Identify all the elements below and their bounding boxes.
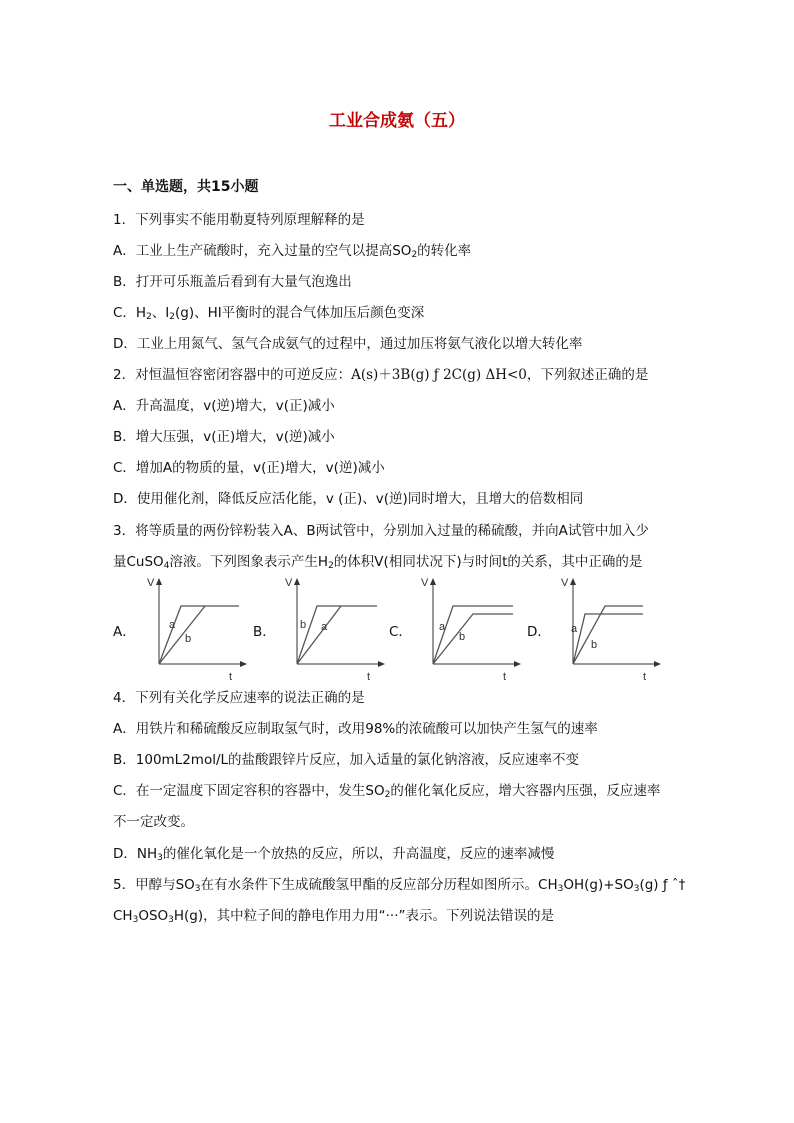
q1-option-c: C．$H_2$、$I_2(g)$、HI平衡时的混合气体加压后颜色变深 (113, 305, 425, 322)
t-axis-arrow (514, 661, 521, 667)
t-axis-arrow (654, 661, 661, 667)
v-axis-label: V (147, 577, 155, 589)
curve-b-label: b (591, 639, 598, 651)
q4-stem: 4．下列有关化学反应速率的说法正确的是 (113, 690, 365, 706)
q3-option-b-label: B． (253, 624, 276, 640)
v-axis-label: V (561, 577, 569, 589)
t-axis-label: t (643, 671, 647, 683)
q4-option-c-cont: 不一定改变。 (113, 814, 194, 830)
q1-option-a: A．工业上生产硫酸时，充入过量的空气以提高$SO_2$的转化率 (113, 243, 472, 260)
curve-b (159, 606, 205, 664)
v-axis-arrow (156, 578, 162, 585)
curve-b-label: b (300, 619, 307, 631)
q3-option-d-label: D． (527, 624, 551, 640)
t-axis-arrow (378, 661, 385, 667)
q3-graphs (113, 576, 673, 686)
curve-b (573, 606, 643, 664)
q1-option-b: B．打开可乐瓶盖后看到有大量气泡逸出 (113, 274, 352, 290)
v-axis-label: V (285, 577, 293, 589)
t-axis-label: t (503, 671, 507, 683)
q4-option-a: A．用铁片和稀硫酸反应制取氢气时，改用98%的浓硫酸可以加快产生氢气的速率 (113, 721, 598, 737)
q4-option-c: C．在一定温度下固定容积的容器中，发生$SO_2$的催化氧化反应，增大容器内压强，反应速率 (113, 783, 661, 800)
curve-b-label: b (459, 631, 466, 643)
q4-option-b: B．100mL2mol/L的盐酸跟锌片反应，加入适量的氯化钠溶液，反应速率不变 (113, 752, 580, 768)
v-axis-arrow (570, 578, 576, 585)
q5-stem-line1: 5．甲醇与$SO_3$在有水条件下生成硫酸氢甲酯的反应部分历程如图所示。$CH_3OH(g)+SO_3(g)$ ƒ ˆ† (113, 877, 686, 894)
t-axis-arrow (240, 661, 247, 667)
t-axis-label: t (229, 671, 233, 683)
q3-graph-b (287, 576, 397, 682)
v-axis-arrow (294, 578, 300, 585)
curve-a-label: a (321, 621, 328, 633)
q2-option-a: A．升高温度，v(逆)增大，v(正)减小 (113, 398, 335, 414)
curve-a (573, 614, 643, 664)
q3-option-c-label: C． (389, 624, 412, 640)
q2-reaction-equation: A(s)＋3B(g) ƒ 2C(g) ΔH<0 (351, 367, 527, 383)
q3-graph-c (423, 576, 533, 682)
curve-a-label: a (439, 621, 446, 633)
q4-option-d: D．$NH_3$的催化氧化是一个放热的反应，所以，升高温度，反应的速率减慢 (113, 846, 555, 863)
curve-a-label: a (169, 619, 176, 631)
v-axis-arrow (430, 578, 436, 585)
curve-a-label: a (571, 623, 578, 635)
q2-option-c: C．增加A的物质的量，v(正)增大，v(逆)减小 (113, 460, 385, 476)
v-axis-label: V (421, 577, 429, 589)
q2-stem: 2．对恒温恒容密闭容器中的可逆反应：A(s)＋3B(g) ƒ 2C(g) ΔH<0，下列叙述正确的是 (113, 367, 649, 383)
curve-a (159, 606, 239, 664)
q5-stem-line2: $CH_3OSO_3H(g)$，其中粒子间的静电作用力用“···”表示。下列说法错误的是 (113, 908, 554, 925)
q2-option-b: B．增大压强，v(正)增大，v(逆)减小 (113, 429, 335, 445)
t-axis-label: t (367, 671, 371, 683)
q3-option-a-label: A． (113, 624, 136, 640)
q1-option-d: D．工业上用氮气、氢气合成氨气的过程中，通过加压将氨气液化以增大转化率 (113, 336, 583, 352)
q3-graph-d (563, 576, 673, 682)
q3-graph-a (149, 576, 259, 682)
q1-stem: 1．下列事实不能用勒夏特列原理解释的是 (113, 212, 365, 228)
q2-option-d: D．使用催化剂，降低反应活化能，v (正)、v(逆)同时增大，且增大的倍数相同 (113, 491, 584, 507)
q3-stem-line1: 3．将等质量的两份锌粉装入A、B两试管中，分别加入过量的稀硫酸，并向A试管中加入少 (113, 523, 649, 539)
page-title: 工业合成氨（五） (329, 111, 465, 131)
curve-b-label: b (185, 633, 192, 645)
section-heading: 一、单选题，共15小题 (113, 179, 259, 195)
q3-stem-line2: 量CuSO$_4$溶液。下列图象表示产生$H_2$的体积V(相同状况下)与时间t的关系，其中正确的是 (113, 554, 643, 571)
curve-b (297, 606, 377, 664)
curve-a (297, 606, 341, 664)
